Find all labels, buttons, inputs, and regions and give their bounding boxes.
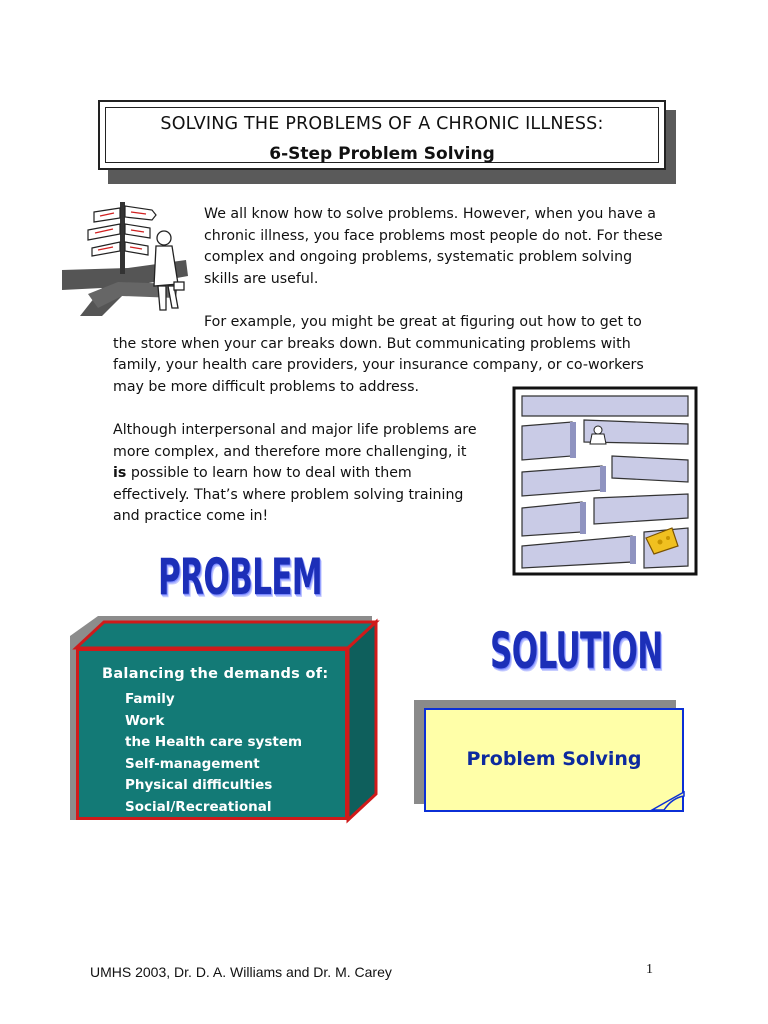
page-curl-icon: [650, 790, 686, 814]
list-item: Work: [125, 712, 165, 729]
solution-box: [424, 708, 684, 812]
page-subtitle: 6-Step Problem Solving: [269, 144, 495, 164]
para3-text-end: possible to learn how to deal with them effectively. That’s where problem solving training and practice come in!: [113, 465, 464, 525]
list-item: Physical difficulties: [125, 777, 273, 794]
para3-text-start: Although interpersonal and major life problems are more complex, and therefore more challenging, it: [113, 422, 477, 460]
title-box: [98, 100, 666, 170]
footer-credit: UMHS 2003, Dr. D. A. Williams and Dr. M. Carey: [90, 964, 392, 980]
problem-box-front: [76, 648, 348, 837]
list-item: Self-management: [125, 755, 260, 772]
crossroads-signpost-icon: [58, 198, 198, 324]
page-number: 1: [646, 962, 653, 977]
maze-icon: [512, 386, 698, 576]
list-item: Social/Recreational activities: [125, 798, 272, 837]
interpersonal-paragraph: [113, 420, 483, 528]
solution-label: Problem Solving: [466, 748, 642, 770]
intro-paragraph: We all know how to solve problems. However, when you have a chronic illness, you face problems most people do not. For these complex and ongoing problems, systematic problem solving skills are useful.: [204, 206, 663, 287]
page-title: SOLVING THE PROBLEMS OF A CHRONIC ILLNESS:: [160, 114, 604, 134]
problem-wordart: PROBLEM: [158, 548, 323, 606]
problem-list: [125, 689, 345, 840]
problem-heading: Balancing the demands of:: [102, 666, 329, 682]
solution-wordart: SOLUTION: [490, 622, 663, 680]
problem-box: [68, 612, 380, 837]
list-item: Family: [125, 691, 175, 707]
para3-emphasis: is: [113, 465, 127, 482]
list-item: the Health care system: [125, 734, 303, 751]
example-paragraph: For example, you might be great at figuring out how to get to the store when your car breaks down. But communicating problems with family, your health care providers, your insurance company, or co-workers may be more difficult problems to address.: [113, 314, 644, 395]
